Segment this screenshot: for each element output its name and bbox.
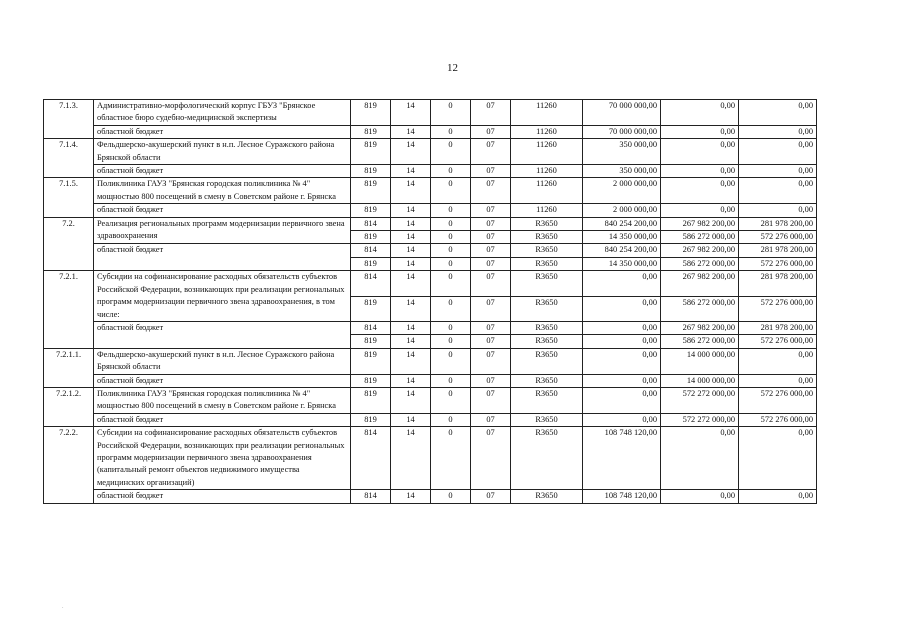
code-sub: 0 [431,427,471,490]
row-name: областной бюджет [94,125,351,138]
row-name: Административно-морфологический корпус ГБУЗ "Брянское областное бюро судебно-медицинской экспертизы [94,100,351,126]
row-name: Фельдшерско-акушерский пункт в н.п. Лесное Суражского района Брянской области [94,139,351,165]
code-expense: R3650 [511,257,583,270]
amount-year3: 281 978 200,00 [739,321,817,334]
row-name: областной бюджет [94,374,351,387]
amount-year2: 0,00 [661,139,739,165]
code-819: 814 [351,427,391,490]
amount-year2: 572 272 000,00 [661,413,739,426]
code-819: 819 [351,348,391,374]
row-number: 7.2.1.1. [44,348,94,387]
amount-year2: 586 272 000,00 [661,257,739,270]
code-sub: 0 [431,244,471,257]
amount-year2: 0,00 [661,490,739,503]
row-number: 7.1.3. [44,100,94,139]
code-819: 814 [351,271,391,296]
code-target: 07 [471,244,511,257]
code-sub: 0 [431,231,471,244]
code-target: 07 [471,100,511,126]
code-sub: 0 [431,296,471,321]
code-expense: 11260 [511,139,583,165]
code-target: 07 [471,335,511,348]
code-819: 819 [351,335,391,348]
row-name: областной бюджет [94,490,351,503]
code-target: 07 [471,125,511,138]
code-819: 819 [351,178,391,204]
amount-year2: 267 982 200,00 [661,217,739,230]
code-819: 819 [351,231,391,244]
table-row [44,204,817,217]
code-819: 814 [351,244,391,257]
amount-year2: 0,00 [661,427,739,490]
table-row [44,125,817,138]
row-name: Фельдшерско-акушерский пункт в н.п. Лесное Суражского района Брянской области [94,348,351,374]
code-sub: 0 [431,100,471,126]
table-row [44,490,817,503]
amount-year3: 572 276 000,00 [739,231,817,244]
amount-year3: 572 276 000,00 [739,387,817,413]
code-sub: 0 [431,204,471,217]
amount-year2: 586 272 000,00 [661,296,739,321]
code-819: 819 [351,374,391,387]
table-row [44,387,817,413]
code-sub: 0 [431,348,471,374]
code-section: 14 [391,321,431,334]
code-expense: 11260 [511,165,583,178]
code-819: 819 [351,204,391,217]
code-expense: R3650 [511,321,583,334]
row-name: областной бюджет [94,204,351,217]
amount-year1: 14 350 000,00 [583,257,661,270]
code-target: 07 [471,165,511,178]
row-name: областной бюджет [94,321,351,348]
table-row [44,139,817,165]
code-target: 07 [471,257,511,270]
code-819: 819 [351,100,391,126]
amount-year1: 108 748 120,00 [583,490,661,503]
table-row [44,178,817,204]
code-section: 14 [391,271,431,296]
code-expense: R3650 [511,217,583,230]
amount-year2: 0,00 [661,165,739,178]
amount-year2: 0,00 [661,204,739,217]
code-expense: R3650 [511,231,583,244]
code-expense: R3650 [511,374,583,387]
amount-year1: 70 000 000,00 [583,125,661,138]
page-number: 12 [447,62,458,74]
table-row [44,100,817,126]
code-target: 07 [471,296,511,321]
code-section: 14 [391,387,431,413]
row-number: 7.2. [44,217,94,271]
row-name: Поликлиника ГАУЗ "Брянская городская поликлиника № 4" мощностью 800 посещений в смену в Советском районе г. Брянска [94,178,351,204]
table-row [44,217,817,230]
amount-year3: 281 978 200,00 [739,271,817,296]
amount-year3: 0,00 [739,125,817,138]
table-row [44,427,817,490]
code-sub: 0 [431,335,471,348]
budget-table [43,99,817,504]
code-819: 814 [351,321,391,334]
code-819: 814 [351,490,391,503]
code-target: 07 [471,204,511,217]
amount-year1: 350 000,00 [583,165,661,178]
amount-year3: 572 276 000,00 [739,257,817,270]
amount-year1: 108 748 120,00 [583,427,661,490]
code-section: 14 [391,217,431,230]
amount-year3: 281 978 200,00 [739,244,817,257]
code-sub: 0 [431,374,471,387]
amount-year1: 0,00 [583,374,661,387]
amount-year1: 350 000,00 [583,139,661,165]
code-expense: R3650 [511,244,583,257]
amount-year2: 267 982 200,00 [661,321,739,334]
code-section: 14 [391,335,431,348]
code-sub: 0 [431,490,471,503]
code-expense: R3650 [511,335,583,348]
code-target: 07 [471,321,511,334]
row-name: Субсидии на софинансирование расходных обязательств субъектов Российской Федерации, возникающих при реализации региональных программ модернизации первичного звена здравоохранения, в том числе: [94,271,351,322]
code-sub: 0 [431,178,471,204]
code-section: 14 [391,139,431,165]
table-row [44,244,817,257]
code-section: 14 [391,244,431,257]
code-expense: 11260 [511,125,583,138]
code-expense: 11260 [511,100,583,126]
row-name: областной бюджет [94,413,351,426]
code-expense: R3650 [511,348,583,374]
amount-year1: 0,00 [583,348,661,374]
amount-year1: 0,00 [583,387,661,413]
amount-year1: 0,00 [583,271,661,296]
code-section: 14 [391,427,431,490]
amount-year1: 0,00 [583,335,661,348]
row-number: 7.1.4. [44,139,94,178]
row-number: 7.2.1.2. [44,387,94,426]
amount-year3: 572 276 000,00 [739,296,817,321]
code-target: 07 [471,178,511,204]
code-target: 07 [471,271,511,296]
amount-year2: 267 982 200,00 [661,244,739,257]
amount-year1: 14 350 000,00 [583,231,661,244]
code-819: 819 [351,296,391,321]
amount-year3: 0,00 [739,490,817,503]
row-number: 7.1.5. [44,178,94,217]
row-number: 7.2.2. [44,427,94,503]
row-name: областной бюджет [94,165,351,178]
code-section: 14 [391,125,431,138]
amount-year3: 0,00 [739,165,817,178]
amount-year2: 572 272 000,00 [661,387,739,413]
code-sub: 0 [431,387,471,413]
code-section: 14 [391,348,431,374]
amount-year1: 2 000 000,00 [583,204,661,217]
amount-year1: 2 000 000,00 [583,178,661,204]
amount-year2: 586 272 000,00 [661,335,739,348]
code-819: 819 [351,413,391,426]
amount-year3: 0,00 [739,139,817,165]
code-section: 14 [391,374,431,387]
code-819: 814 [351,217,391,230]
code-expense: R3650 [511,413,583,426]
amount-year1: 840 254 200,00 [583,244,661,257]
amount-year2: 0,00 [661,178,739,204]
code-target: 07 [471,217,511,230]
amount-year3: 0,00 [739,374,817,387]
row-name: областной бюджет [94,244,351,271]
code-expense: R3650 [511,427,583,490]
code-819: 819 [351,165,391,178]
amount-year3: 281 978 200,00 [739,217,817,230]
code-section: 14 [391,231,431,244]
code-section: 14 [391,178,431,204]
code-sub: 0 [431,165,471,178]
code-section: 14 [391,413,431,426]
code-target: 07 [471,139,511,165]
amount-year3: 0,00 [739,204,817,217]
code-target: 07 [471,387,511,413]
table-row [44,271,817,296]
code-expense: R3650 [511,490,583,503]
code-sub: 0 [431,413,471,426]
code-section: 14 [391,257,431,270]
code-expense: 11260 [511,178,583,204]
row-name: Поликлиника ГАУЗ "Брянская городская поликлиника № 4" мощностью 800 посещений в смену в Советском районе г. Брянска [94,387,351,413]
amount-year3: 0,00 [739,348,817,374]
code-target: 07 [471,427,511,490]
code-target: 07 [471,348,511,374]
code-target: 07 [471,374,511,387]
amount-year3: 0,00 [739,100,817,126]
code-section: 14 [391,100,431,126]
scan-mark: . [62,604,64,610]
table-row [44,321,817,334]
code-sub: 0 [431,271,471,296]
amount-year3: 572 276 000,00 [739,413,817,426]
code-sub: 0 [431,217,471,230]
amount-year1: 840 254 200,00 [583,217,661,230]
code-expense: R3650 [511,387,583,413]
table-row [44,413,817,426]
table-row [44,165,817,178]
code-expense: R3650 [511,296,583,321]
code-target: 07 [471,490,511,503]
code-819: 819 [351,139,391,165]
amount-year1: 0,00 [583,413,661,426]
code-sub: 0 [431,139,471,165]
amount-year2: 267 982 200,00 [661,271,739,296]
amount-year1: 70 000 000,00 [583,100,661,126]
code-section: 14 [391,490,431,503]
code-section: 14 [391,204,431,217]
code-section: 14 [391,165,431,178]
amount-year2: 0,00 [661,125,739,138]
amount-year1: 0,00 [583,321,661,334]
amount-year3: 0,00 [739,178,817,204]
amount-year3: 572 276 000,00 [739,335,817,348]
code-sub: 0 [431,257,471,270]
code-sub: 0 [431,321,471,334]
code-819: 819 [351,257,391,270]
amount-year3: 0,00 [739,427,817,490]
row-name: Субсидии на софинансирование расходных обязательств субъектов Российской Федерации, возникающих при реализации региональных программ модернизации первичного звена здравоохранения (капитальный ремонт объектов недвижимого имущества медицинских организаций) [94,427,351,490]
code-section: 14 [391,296,431,321]
code-819: 819 [351,387,391,413]
table-row [44,348,817,374]
table-row [44,374,817,387]
code-target: 07 [471,413,511,426]
code-target: 07 [471,231,511,244]
code-sub: 0 [431,125,471,138]
code-expense: 11260 [511,204,583,217]
row-name: Реализация региональных программ модернизации первичного звена здравоохранения [94,217,351,244]
amount-year1: 0,00 [583,296,661,321]
amount-year2: 14 000 000,00 [661,374,739,387]
amount-year2: 586 272 000,00 [661,231,739,244]
code-819: 819 [351,125,391,138]
code-expense: R3650 [511,271,583,296]
row-number: 7.2.1. [44,271,94,348]
amount-year2: 14 000 000,00 [661,348,739,374]
amount-year2: 0,00 [661,100,739,126]
